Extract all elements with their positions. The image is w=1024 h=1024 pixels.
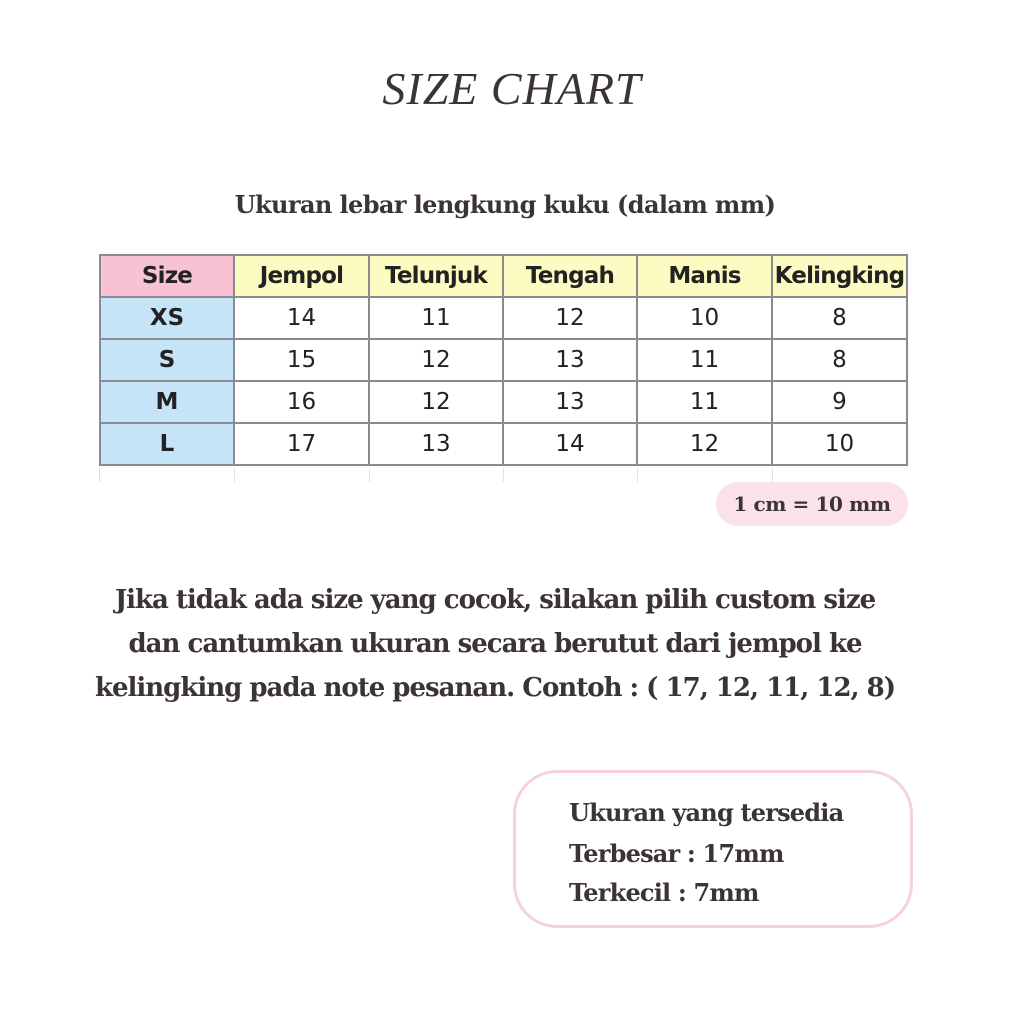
page-title: SIZE CHART: [382, 63, 642, 114]
table-cell: 8: [772, 339, 907, 381]
table-cell: 11: [637, 339, 772, 381]
column-header-telunjuk: Telunjuk: [369, 255, 503, 297]
table-row: [100, 423, 907, 465]
size-label-cell: L: [100, 423, 234, 465]
custom-size-note: [80, 578, 910, 710]
table-row: [100, 381, 907, 423]
table-cell: 9: [772, 381, 907, 423]
table-row: [100, 297, 907, 339]
size-table: [99, 254, 908, 466]
note-line: Jika tidak ada size yang cocok, silakan pilih custom size: [114, 585, 876, 615]
note-line: dan cantumkan ukuran secara berutut dari jempol ke: [128, 629, 862, 659]
column-header-tengah: Tengah: [503, 255, 637, 297]
table-cell: 16: [234, 381, 369, 423]
column-header-kelingking: Kelingking: [772, 255, 907, 297]
table-subtitle: Ukuran lebar lengkung kuku (dalam mm): [234, 190, 776, 219]
column-header-size: Size: [100, 255, 234, 297]
size-label-cell: S: [100, 339, 234, 381]
column-header-jempol: Jempol: [234, 255, 369, 297]
column-header-manis: Manis: [637, 255, 772, 297]
table-cell: 12: [369, 381, 503, 423]
table-cell: 13: [503, 381, 637, 423]
table-cell: 17: [234, 423, 369, 465]
table-cell: 14: [503, 423, 637, 465]
unit-conversion-badge: 1 cm = 10 mm: [716, 482, 908, 526]
table-cell: 11: [637, 381, 772, 423]
note-line: kelingking pada note pesanan. Contoh : ( 17, 12, 11, 12, 8): [94, 673, 896, 703]
smallest-size: Terkecil : 7mm: [569, 878, 759, 907]
table-cell: 15: [234, 339, 369, 381]
size-label-cell: XS: [100, 297, 234, 339]
largest-size: Terbesar : 17mm: [569, 839, 784, 868]
table-gridline-trail: [99, 468, 908, 482]
table-cell: 12: [369, 339, 503, 381]
available-sizes-heading: Ukuran yang tersedia: [569, 798, 844, 827]
size-label-cell: M: [100, 381, 234, 423]
table-cell: 13: [503, 339, 637, 381]
table-cell: 10: [637, 297, 772, 339]
table-cell: 12: [637, 423, 772, 465]
table-cell: 12: [503, 297, 637, 339]
table-cell: 11: [369, 297, 503, 339]
table-cell: 8: [772, 297, 907, 339]
table-cell: 10: [772, 423, 907, 465]
available-sizes-box: [513, 770, 913, 928]
table-cell: 13: [369, 423, 503, 465]
table-row: [100, 339, 907, 381]
table-header-row: [100, 255, 907, 297]
table-cell: 14: [234, 297, 369, 339]
